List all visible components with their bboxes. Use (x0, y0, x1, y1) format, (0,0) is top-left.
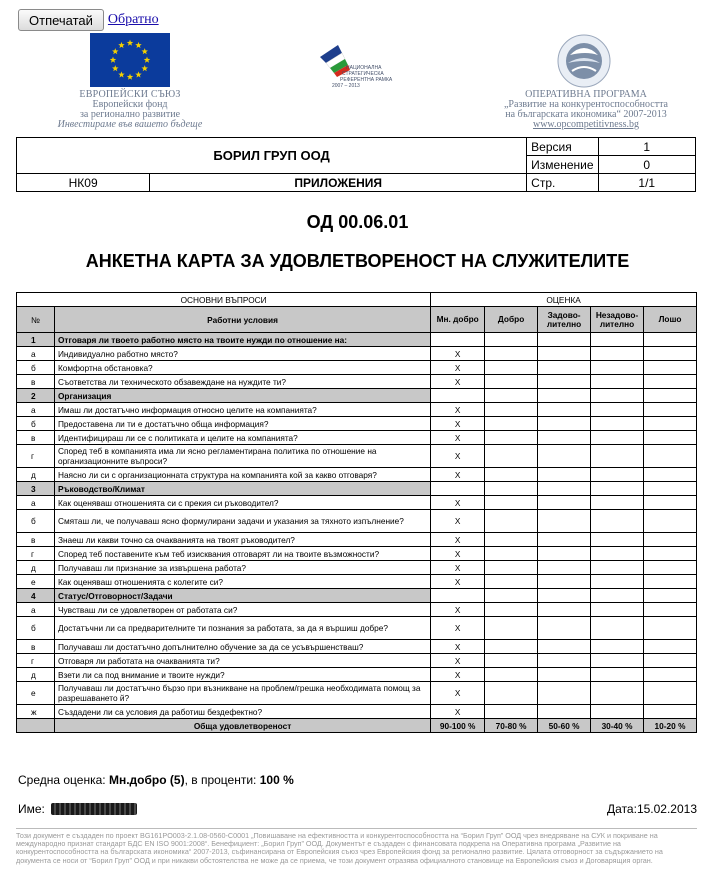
rating-empty-cell (538, 403, 591, 417)
rating-column-header: Лошо (644, 307, 697, 333)
rating-mark-cell: Х (431, 617, 485, 640)
rating-empty-cell (644, 682, 697, 705)
question-row (17, 445, 697, 468)
question-letter: д (17, 668, 55, 682)
section-number: 2 (17, 389, 55, 403)
nsrf-line-3: РЕФЕРЕНТНА РАМКА (340, 77, 393, 83)
section-row (17, 389, 697, 403)
rating-mark-cell: Х (431, 445, 485, 468)
nsrf-line-4: 2007 – 2013 (332, 83, 360, 89)
section-empty-cell (644, 482, 697, 496)
rating-mark-cell: Х (431, 547, 485, 561)
question-letter: г (17, 654, 55, 668)
section-empty-cell (431, 333, 485, 347)
rating-empty-cell (538, 361, 591, 375)
section-empty-cell (591, 589, 644, 603)
question-letter: а (17, 603, 55, 617)
average-score-prefix: Средна оценка: (18, 773, 109, 787)
average-score-percent: 100 % (259, 773, 294, 787)
section-empty-cell (591, 333, 644, 347)
rating-empty-cell (644, 431, 697, 445)
section-empty-cell (538, 589, 591, 603)
rating-empty-cell (591, 640, 644, 654)
rating-empty-cell (591, 445, 644, 468)
survey-header-row (17, 293, 697, 307)
question-letter: б (17, 510, 55, 533)
change-label: Изменение (527, 156, 598, 174)
section-empty-cell (485, 589, 538, 603)
total-range: 10-20 % (644, 719, 697, 733)
rating-empty-cell (591, 361, 644, 375)
rating-empty-cell (591, 375, 644, 389)
question-row (17, 510, 697, 533)
logo-strip (0, 33, 715, 133)
question-letter: г (17, 445, 55, 468)
page-label: Стр. (527, 174, 598, 192)
rating-empty-cell (591, 603, 644, 617)
section-empty-cell (431, 482, 485, 496)
rating-mark-cell: Х (431, 431, 485, 445)
rating-empty-cell (485, 361, 538, 375)
rating-empty-cell (538, 468, 591, 482)
rating-empty-cell (591, 654, 644, 668)
version-value: 1 (598, 138, 695, 156)
rating-empty-cell (644, 347, 697, 361)
document-code: НК09 (17, 174, 150, 192)
rating-empty-cell (485, 682, 538, 705)
question-row (17, 575, 697, 589)
question-letter: е (17, 575, 55, 589)
rating-empty-cell (538, 617, 591, 640)
question-row (17, 375, 697, 389)
question-row (17, 547, 697, 561)
question-text: Отговаря ли работата на очакванията ти? (54, 654, 430, 668)
rating-empty-cell (591, 431, 644, 445)
total-range: 70-80 % (485, 719, 538, 733)
rating-empty-cell (538, 575, 591, 589)
average-score-middle: , в проценти: (184, 773, 260, 787)
question-row (17, 468, 697, 482)
eu-caption (40, 90, 220, 130)
rating-mark-cell: Х (431, 668, 485, 682)
question-text: Как оценяваш отношенията си с прекия си ръководител? (54, 496, 430, 510)
rating-empty-cell (485, 603, 538, 617)
page-value: 1/1 (598, 174, 695, 192)
rating-column-header: Незадово- лително (591, 307, 644, 333)
rating-mark-cell: Х (431, 375, 485, 389)
question-row (17, 347, 697, 361)
question-text: Съответства ли техническото обзавеждане на нуждите ти? (54, 375, 430, 389)
question-text: Имаш ли достатъчно информация относно целите на компанията? (54, 403, 430, 417)
question-row (17, 361, 697, 375)
print-button[interactable]: Отпечатай (18, 9, 104, 31)
rating-mark-cell: Х (431, 361, 485, 375)
op-caption-title: ОПЕРАТИВНА ПРОГРАМА (525, 89, 647, 100)
rating-empty-cell (538, 533, 591, 547)
question-text: Достатъчни ли са предварителните ти познания за работата, за да я вършиш добре? (54, 617, 430, 640)
rating-empty-cell (485, 375, 538, 389)
question-row (17, 403, 697, 417)
name-label: Име: (18, 802, 45, 816)
section-empty-cell (485, 333, 538, 347)
rating-empty-cell (644, 654, 697, 668)
op-caption-link[interactable]: www.opcompetitivness.bg (532, 119, 639, 130)
rating-mark-cell: Х (431, 496, 485, 510)
section-row (17, 589, 697, 603)
rating-empty-cell (591, 403, 644, 417)
rating-empty-cell (591, 468, 644, 482)
rating-mark-cell: Х (431, 575, 485, 589)
survey-subheader-row (17, 307, 697, 333)
date: Дата:15.02.2013 (607, 802, 697, 816)
question-text: Индивидуално работно място? (54, 347, 430, 361)
main-questions-header: ОСНОВНИ ВЪПРОСИ (17, 293, 431, 307)
question-letter: в (17, 431, 55, 445)
rating-empty-cell (591, 705, 644, 719)
question-letter: а (17, 496, 55, 510)
toolbar (18, 8, 159, 32)
op-competitiveness-logo (556, 33, 612, 89)
rating-empty-cell (485, 510, 538, 533)
section-title: Ръководство/Климат (54, 482, 430, 496)
total-range: 50-60 % (538, 719, 591, 733)
question-text: Смяташ ли, че получаваш ясно формулирани задачи и указания за тяхното изпълнение? (54, 510, 430, 533)
question-row (17, 533, 697, 547)
question-row (17, 417, 697, 431)
question-text: Как оценяваш отношенията с колегите си? (54, 575, 430, 589)
question-letter: г (17, 547, 55, 561)
rating-empty-cell (485, 431, 538, 445)
average-score (18, 773, 294, 787)
section-empty-cell (485, 482, 538, 496)
section-number: 1 (17, 333, 55, 347)
rating-mark-cell: Х (431, 640, 485, 654)
question-text: Предоставена ли ти е достатъчно обща информация? (54, 417, 430, 431)
rating-empty-cell (644, 617, 697, 640)
section-empty-cell (644, 389, 697, 403)
total-empty-cell (17, 719, 55, 733)
rating-empty-cell (644, 533, 697, 547)
rating-empty-cell (591, 561, 644, 575)
question-letter: а (17, 347, 55, 361)
rating-empty-cell (485, 417, 538, 431)
question-row (17, 603, 697, 617)
company-name: БОРИЛ ГРУП ООД (17, 138, 527, 174)
eu-caption-title: ЕВРОПЕЙСКИ СЪЮЗ (79, 89, 181, 100)
rating-empty-cell (538, 496, 591, 510)
section-empty-cell (538, 333, 591, 347)
question-letter: в (17, 375, 55, 389)
question-row (17, 682, 697, 705)
nsrf-line-1: НАЦИОНАЛНА (346, 65, 382, 71)
redacted-name (51, 803, 137, 815)
rating-empty-cell (538, 603, 591, 617)
rating-header: ОЦЕНКА (431, 293, 697, 307)
rating-empty-cell (591, 668, 644, 682)
question-letter: д (17, 468, 55, 482)
rating-mark-cell: Х (431, 654, 485, 668)
rating-empty-cell (485, 468, 538, 482)
average-score-grade: Мн.добро (5) (108, 773, 185, 787)
change-value: 0 (598, 156, 695, 174)
question-row (17, 654, 697, 668)
question-text: Получаваш ли достатъчно допълнително обучение за да се усъвършенстваш? (54, 640, 430, 654)
rating-empty-cell (538, 347, 591, 361)
rating-empty-cell (485, 668, 538, 682)
rating-empty-cell (485, 403, 538, 417)
question-text: Идентифицираш ли се с политиката и целите на компанията? (54, 431, 430, 445)
rating-empty-cell (538, 510, 591, 533)
section-empty-cell (431, 389, 485, 403)
rating-empty-cell (485, 654, 538, 668)
rating-empty-cell (644, 445, 697, 468)
rating-mark-cell: Х (431, 468, 485, 482)
number-column-header: № (17, 307, 55, 333)
back-link[interactable]: Обратно (107, 12, 159, 27)
question-letter: в (17, 533, 55, 547)
question-letter: е (17, 682, 55, 705)
rating-empty-cell (538, 561, 591, 575)
version-label: Версия (527, 138, 598, 156)
rating-empty-cell (644, 468, 697, 482)
section-empty-cell (644, 589, 697, 603)
section-empty-cell (591, 482, 644, 496)
rating-empty-cell (644, 417, 697, 431)
rating-mark-cell: Х (431, 403, 485, 417)
section-row (17, 333, 697, 347)
section-row (17, 482, 697, 496)
question-text: Комфортна обстановка? (54, 361, 430, 375)
question-row (17, 617, 697, 640)
rating-empty-cell (485, 705, 538, 719)
rating-empty-cell (485, 575, 538, 589)
footer-disclaimer: Този документ е създаден по проект BG161PO003-2.1.08-0560-C0001 „Повишаване на ефективността и конкурентоспособността на “Борил Груп” ООД чрез внедряване на СУК и покриване на международно признат стандарт БДС EN ISO 9001:2008“. Бенефициент: „Борил Груп” ООД. Документът е създаден с финансовата подкрепа на Оперативна програма „Развитие на конкурентоспособността на българската икономика“ 2007-2013, съфинансирана от Европейския съюз чрез Европейския фонд за регионално развитие. Цялата отговорност за съдържанието на документа се носи от “Борил Груп” ООД и при никакви обстоятелства не може да се приема, че този документ отразява официалното становище на Европейския съюз и Договарящия орган. (16, 831, 663, 865)
rating-empty-cell (538, 682, 591, 705)
total-row (17, 719, 697, 733)
rating-empty-cell (485, 547, 538, 561)
rating-empty-cell (538, 375, 591, 389)
rating-empty-cell (644, 561, 697, 575)
question-text: Според теб в компанията има ли ясно регламентирана политика по отношение на организационните въпроси? (54, 445, 430, 468)
question-letter: ж (17, 705, 55, 719)
question-letter: в (17, 640, 55, 654)
eu-caption-slogan: Инвестираме във вашето бъдеще (57, 119, 203, 130)
rating-empty-cell (591, 510, 644, 533)
rating-empty-cell (644, 668, 697, 682)
section-empty-cell (591, 389, 644, 403)
form-code: ОД 00.06.01 (306, 212, 409, 232)
rating-empty-cell (644, 603, 697, 617)
rating-empty-cell (644, 705, 697, 719)
rating-mark-cell: Х (431, 533, 485, 547)
rating-column-header: Добро (485, 307, 538, 333)
nsrf-logo (312, 39, 393, 89)
question-row (17, 668, 697, 682)
rating-empty-cell (538, 668, 591, 682)
rating-empty-cell (591, 547, 644, 561)
rating-empty-cell (591, 575, 644, 589)
question-row (17, 640, 697, 654)
section-empty-cell (431, 589, 485, 603)
rating-empty-cell (485, 533, 538, 547)
rating-empty-cell (644, 575, 697, 589)
rating-empty-cell (538, 417, 591, 431)
rating-empty-cell (644, 496, 697, 510)
rating-mark-cell: Х (431, 417, 485, 431)
question-text: Наясно ли си с организационната структура на компанията кой за какво отговаря? (54, 468, 430, 482)
rating-empty-cell (538, 705, 591, 719)
name-line (18, 802, 137, 816)
question-letter: д (17, 561, 55, 575)
rating-empty-cell (485, 347, 538, 361)
eu-caption-line-1: Европейски фонд (92, 99, 168, 110)
conditions-column-header: Работни условия (54, 307, 430, 333)
section-empty-cell (538, 482, 591, 496)
section-title: Отговаря ли твоето работно място на твоите нужди по отношение на: (54, 333, 430, 347)
section-number: 3 (17, 482, 55, 496)
rating-empty-cell (591, 496, 644, 510)
rating-empty-cell (538, 640, 591, 654)
rating-empty-cell (644, 547, 697, 561)
rating-empty-cell (485, 496, 538, 510)
rating-empty-cell (591, 417, 644, 431)
rating-empty-cell (538, 654, 591, 668)
section-empty-cell (485, 389, 538, 403)
rating-column-header: Мн. добро (431, 307, 485, 333)
section-name: ПРИЛОЖЕНИЯ (150, 174, 527, 192)
total-range: 90-100 % (431, 719, 485, 733)
question-text: Взети ли са под внимание и твоите нужди? (54, 668, 430, 682)
rating-empty-cell (644, 510, 697, 533)
rating-column-header: Задово- лително (538, 307, 591, 333)
eu-flag-logo (90, 33, 170, 87)
form-title: АНКЕТНА КАРТА ЗА УДОВЛЕТВОРЕНОСТ НА СЛУЖИТЕЛИТЕ (85, 251, 630, 271)
rating-mark-cell: Х (431, 510, 485, 533)
section-title: Организация (54, 389, 430, 403)
question-text: Създадени ли са условия да работиш бездефектно? (54, 705, 430, 719)
rating-empty-cell (644, 403, 697, 417)
rating-empty-cell (644, 361, 697, 375)
question-text: Знаеш ли какви точно са очакванията на твоят ръководител? (54, 533, 430, 547)
question-text: Според теб поставените към теб изисквания отговарят ли на твоите възможности? (54, 547, 430, 561)
footer-divider (16, 828, 697, 829)
rating-empty-cell (644, 640, 697, 654)
rating-empty-cell (485, 561, 538, 575)
nsrf-line-2: СТРАТЕГИЧЕСКА (342, 71, 384, 77)
op-caption-line-2: на българската икономика“ 2007-2013 (505, 109, 667, 120)
section-title: Статус/Отговорност/Задачи (54, 589, 430, 603)
op-caption-line-1: „Развитие на конкурентоспособността (503, 99, 668, 110)
section-empty-cell (538, 389, 591, 403)
question-letter: б (17, 617, 55, 640)
rating-empty-cell (591, 533, 644, 547)
question-row (17, 431, 697, 445)
section-empty-cell (644, 333, 697, 347)
rating-empty-cell (485, 640, 538, 654)
question-text: Получаваш ли достатъчно бързо при възникване на проблем/грешка необходимата помощ за разрешаването й? (54, 682, 430, 705)
rating-mark-cell: Х (431, 705, 485, 719)
question-letter: б (17, 417, 55, 431)
question-letter: б (17, 361, 55, 375)
op-caption (476, 90, 696, 130)
question-row (17, 561, 697, 575)
rating-empty-cell (538, 431, 591, 445)
document-header-table (16, 137, 696, 192)
eu-caption-line-2: за регионално развитие (79, 109, 181, 120)
total-label: Обща удовлетвореност (54, 719, 430, 733)
rating-mark-cell: Х (431, 682, 485, 705)
rating-empty-cell (485, 445, 538, 468)
question-letter: а (17, 403, 55, 417)
rating-empty-cell (485, 617, 538, 640)
total-range: 30-40 % (591, 719, 644, 733)
question-row (17, 496, 697, 510)
rating-empty-cell (644, 375, 697, 389)
rating-mark-cell: Х (431, 561, 485, 575)
rating-empty-cell (538, 445, 591, 468)
rating-empty-cell (538, 547, 591, 561)
question-text: Чувстваш ли се удовлетворен от работата си? (54, 603, 430, 617)
rating-mark-cell: Х (431, 603, 485, 617)
rating-empty-cell (591, 682, 644, 705)
question-text: Получаваш ли признание за извършена работа? (54, 561, 430, 575)
section-number: 4 (17, 589, 55, 603)
rating-empty-cell (591, 617, 644, 640)
survey-table (16, 292, 697, 733)
rating-mark-cell: Х (431, 347, 485, 361)
rating-empty-cell (591, 347, 644, 361)
question-row (17, 705, 697, 719)
